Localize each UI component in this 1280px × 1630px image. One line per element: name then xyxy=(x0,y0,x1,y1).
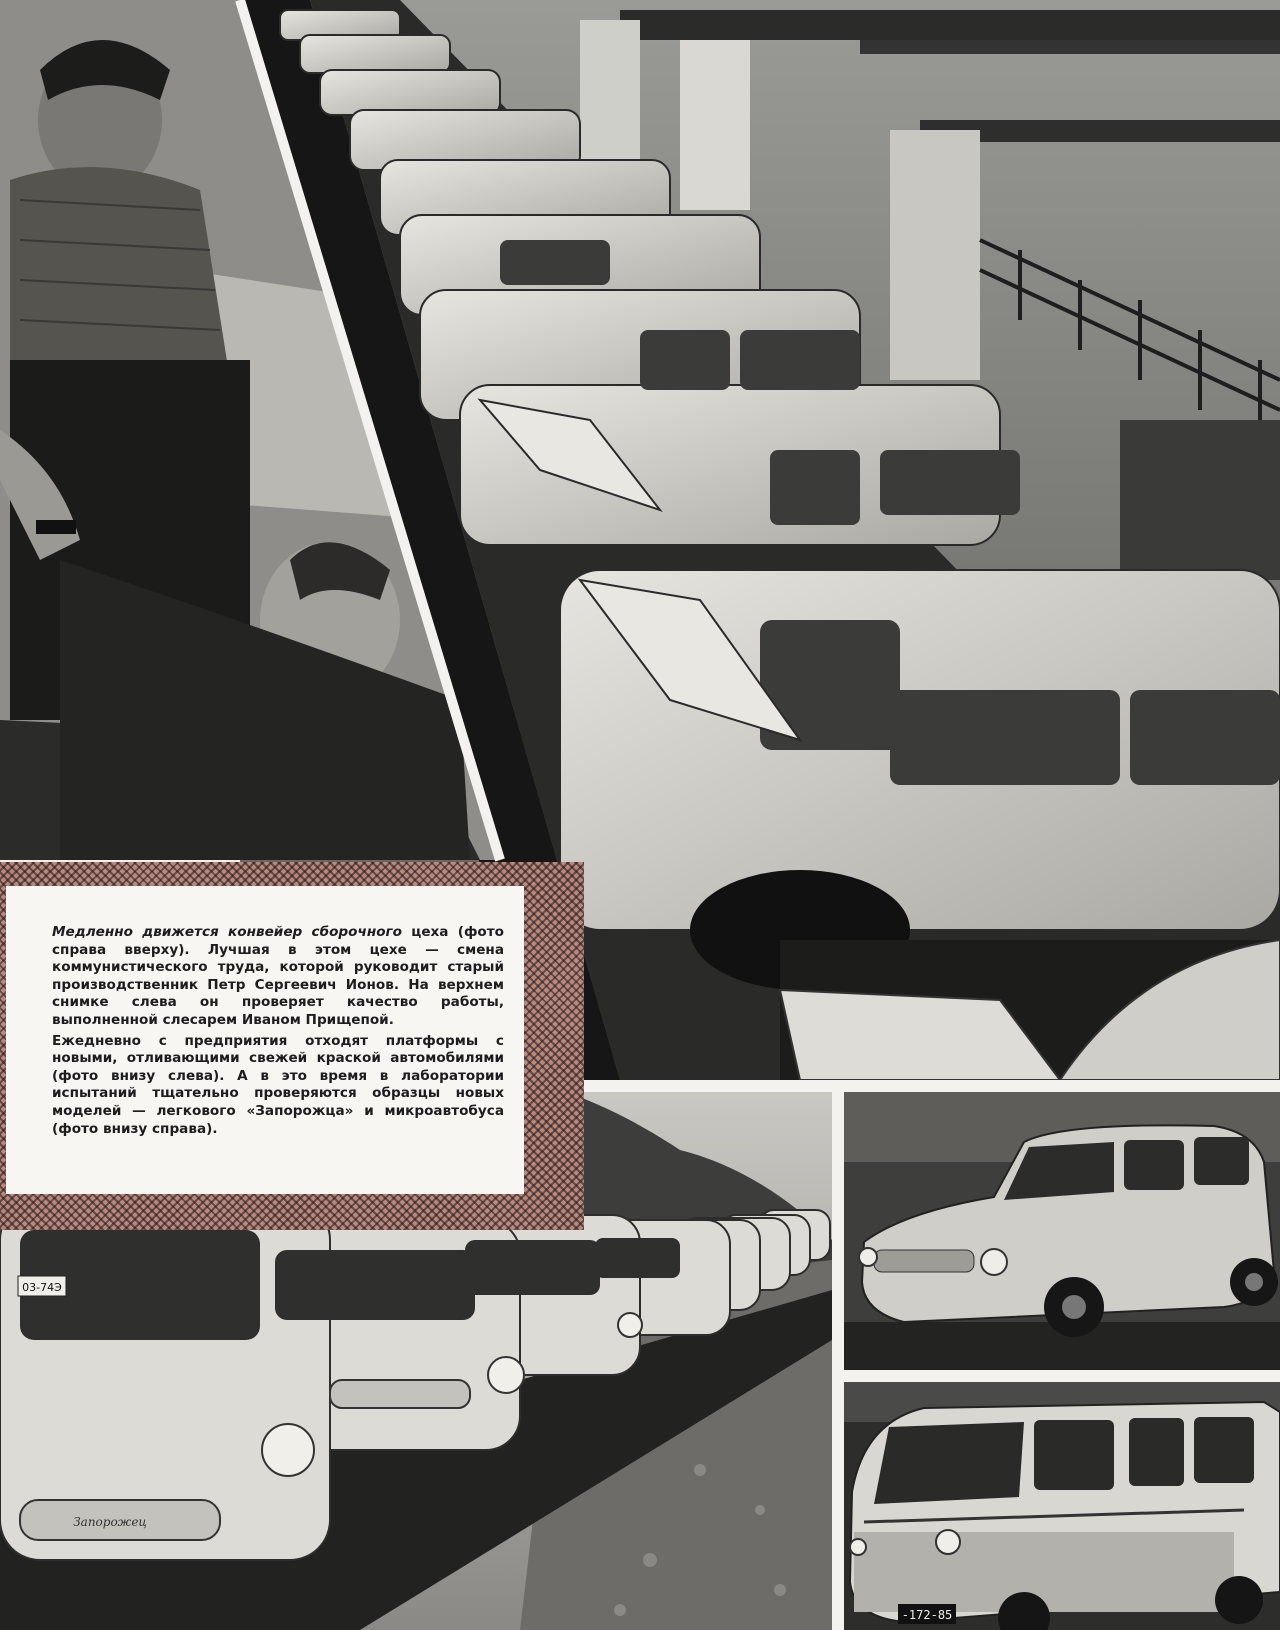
photo-prototype-car xyxy=(844,1092,1280,1370)
caption-paragraph-1 xyxy=(52,924,504,1030)
platform-car-plate: 03-74Э xyxy=(22,1281,62,1294)
divider-top-bottom xyxy=(584,1080,1280,1092)
divider-horizontal xyxy=(844,1370,1280,1382)
photo-workers xyxy=(0,0,520,870)
car-badge: Запорожец xyxy=(73,1515,147,1529)
caption-lead: Медленно движется конвейер сборочного xyxy=(52,924,402,940)
divider-vertical xyxy=(832,1090,844,1630)
caption-box xyxy=(6,886,524,1194)
van-plate: -172-85 xyxy=(901,1608,953,1622)
photo-prototype-van xyxy=(844,1382,1280,1630)
caption-paragraph-2: Ежедневно с предприятия отходят платформы с новыми, отливающими свежей краской автомобилями (фото внизу слева). А в это время в лаборатории испытаний тщательно проверяются образцы новых моделей — легкового «Запорожца» и микроавтобуса (фото внизу справа). xyxy=(52,1032,504,1137)
caption-p1-text: цеха (фото справа вверху). Лучшая в этом цехе — смена коммунистического труда, которой руководит старый производственник Петр Сергеевич Ионов. На верхнем снимке слева он проверяет качество работы, выполненной слесарем Иваном Прищепой. xyxy=(52,924,504,1028)
